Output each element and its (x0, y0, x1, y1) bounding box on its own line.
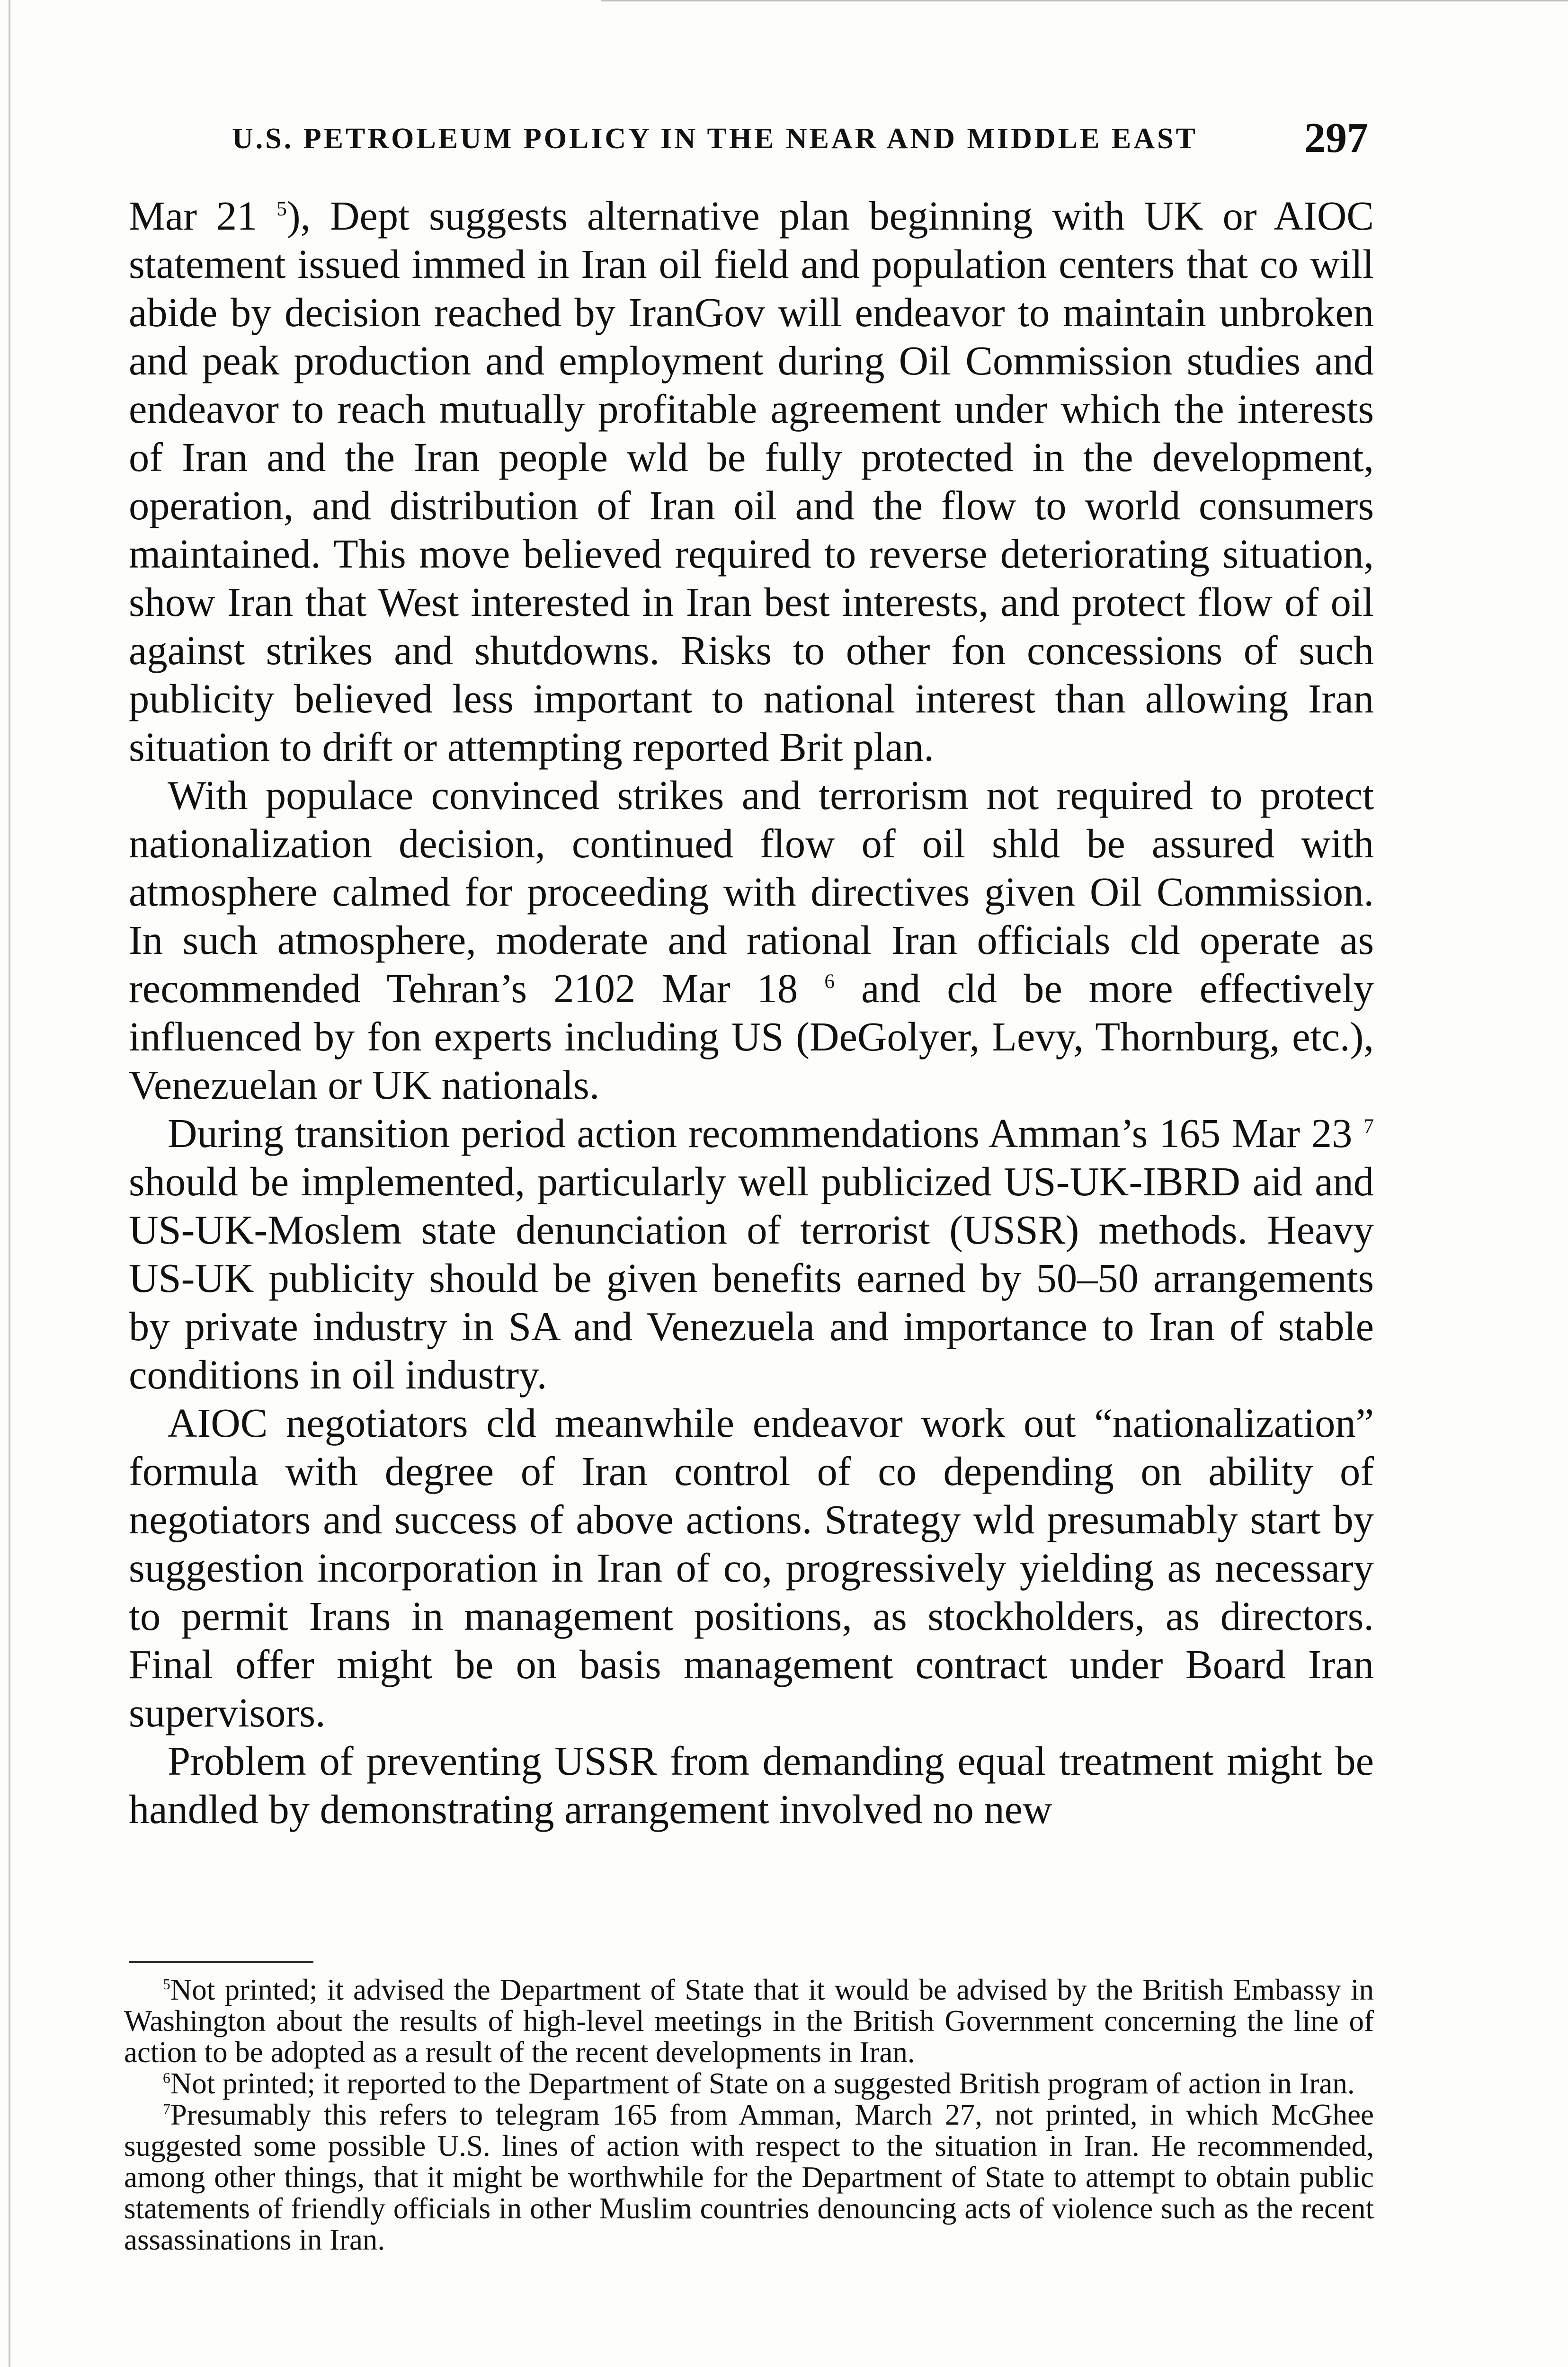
footnote-mark: 5 (163, 1976, 170, 1993)
body-text (129, 192, 1374, 1833)
text-run: should be implemented, particularly well publicized US-UK-IBRD aid and US-UK-Moslem state denunciation of terrorist (USSR) methods. Heavy US-UK publicity should be given benefits earned by 50–50 arrangements by private industry in SA and Venezuela and importance to Iran of stable conditions in oil industry. (129, 1159, 1374, 1397)
text-run: and cld be more effectively influenced by fon experts including US (DeGolyer, Levy, Thornburg, etc.), Venezuelan or UK nationals. (129, 966, 1374, 1108)
footnote-divider (129, 1961, 313, 1963)
footnote-mark: 6 (163, 2070, 170, 2086)
paragraph (129, 192, 1374, 771)
text-run: Mar 21 (129, 193, 277, 239)
footnote-6 (124, 2068, 1374, 2099)
text-run: With populace convinced strikes and terrorism not required to protect nationalization decision, continued flow of oil shld be assured with atmosphere calmed for proceeding with directives given Oil Commission. In such atmosphere, moderate and rational Iran officials cld operate as recommended Tehran’s 2102 Mar 18 (129, 773, 1374, 1011)
footnote-ref-6: 6 (824, 970, 835, 993)
page-header (232, 114, 1368, 166)
footnote-text: Presumably this refers to telegram 165 from Amman, March 27, not printed, in which McGhee suggested some possible U.S. lines of action with respect to the situation in Iran. He recommended, among other things, that it might be worthwhile for the Department of State to attempt to obtain public statements of friendly officials in other Muslim countries denouncing acts of violence such as the recent assassinations in Iran. (124, 2098, 1374, 2256)
paragraph (129, 1399, 1374, 1737)
footnote-7 (124, 2099, 1374, 2255)
footnote-text: Not printed; it reported to the Department of State on a suggested British program of action in Iran. (170, 2067, 1355, 2100)
footnote-5 (124, 1974, 1374, 2068)
page-edge-top (601, 0, 1568, 1)
footnote-ref-7: 7 (1363, 1115, 1374, 1138)
footnote-ref-5: 5 (276, 197, 287, 221)
paragraph (129, 771, 1374, 1109)
footnotes (124, 1974, 1374, 2255)
running-head: U.S. PETROLEUM POLICY IN THE NEAR AND MIDDLE EAST (232, 123, 1198, 155)
text-run: Problem of preventing USSR from demanding equal treatment might be handled by demonstrating arrangement involved no new (129, 1738, 1374, 1832)
paragraph (129, 1109, 1374, 1399)
footnote-text: Not printed; it advised the Department of State that it would be advised by the British Embassy in Washington about the results of high-level meetings in the British Government concerning the line of action to be adopted as a result of the recent developments in Iran. (124, 1973, 1374, 2069)
text-run: During transition period action recommendations Amman’s 165 Mar 23 (168, 1111, 1364, 1156)
page-number: 297 (1304, 115, 1368, 161)
footnote-mark: 7 (163, 2101, 170, 2118)
text-run: AIOC negotiators cld meanwhile endeavor work out “nationalization” formula with degree of Iran control of co depending on ability of negotiators and success of above actions. Strategy wld presumably start by suggestion incorporation in Iran of co, progressively yielding as necessary to permit Irans in management positions, as stockholders, as directors. Final offer might be on basis management contract under Board Iran supervisors. (129, 1400, 1374, 1735)
text-run: ), Dept suggests alternative plan beginning with UK or AIOC statement issued immed in Iran oil field and population centers that co will abide by decision reached by IranGov will endeavor to maintain unbroken and peak production and employment during Oil Commission studies and endeavor to reach mutually profitable agreement under which the interests of Iran and the Iran people wld be fully protected in the development, operation, and distribution of Iran oil and the flow to world consumers maintained. This move believed required to reverse deteriorating situation, show Iran that West interested in Iran best interests, and protect flow of oil against strikes and shutdowns. Risks to other fon concessions of such publicity believed less important to national interest than allowing Iran situation to drift or attempting reported Brit plan. (129, 193, 1374, 770)
page-edge-left (9, 0, 10, 2367)
paragraph (129, 1737, 1374, 1833)
